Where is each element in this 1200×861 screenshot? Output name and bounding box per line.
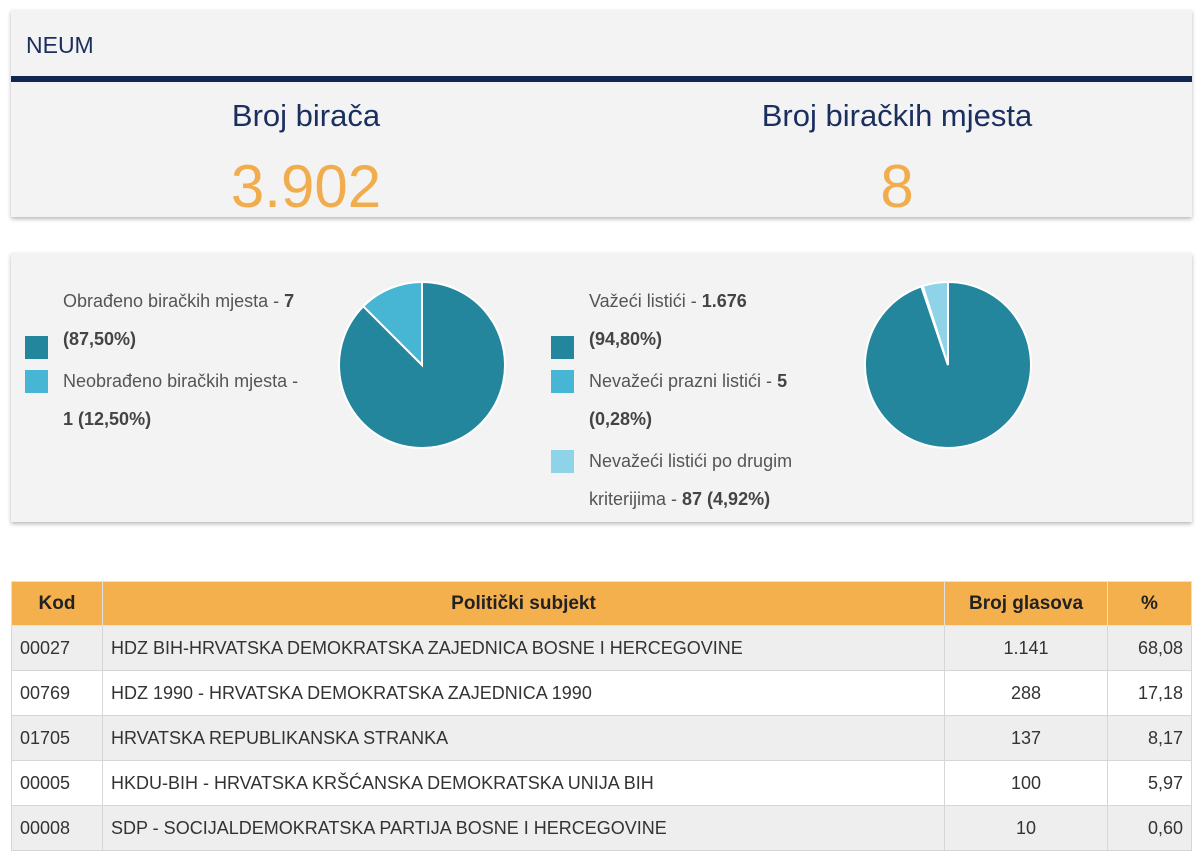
table-row: [12, 806, 1192, 851]
legend-text: Nevažeći prazni listići - 5 (0,28%): [589, 371, 788, 429]
legend-swatch-processed: [25, 336, 48, 359]
vote-percent: 8,17: [1108, 716, 1192, 761]
stations-pie-chart: [337, 280, 507, 450]
party-code: 01705: [12, 716, 103, 761]
ballots-pie-chart: [863, 280, 1033, 450]
vote-percent: 17,18: [1108, 671, 1192, 716]
legend-item-valid[interactable]: [551, 282, 811, 358]
legend-swatch-valid: [551, 336, 574, 359]
party-code: 00008: [12, 806, 103, 851]
charts-panel: [11, 253, 1192, 522]
legend-item-invalid-other[interactable]: [551, 442, 811, 518]
legend-item-unprocessed[interactable]: [25, 362, 315, 438]
header-divider: [11, 76, 1192, 82]
column-header-code[interactable]: Kod: [12, 582, 103, 626]
table-row: [12, 626, 1192, 671]
column-header-party[interactable]: Politički subjekt: [103, 582, 945, 626]
summary-panel: [11, 10, 1192, 220]
vote-count: 288: [945, 671, 1108, 716]
vote-count: 100: [945, 761, 1108, 806]
stations-legend: [25, 282, 315, 442]
vote-count: 10: [945, 806, 1108, 851]
table-row: [12, 761, 1192, 806]
legend-swatch-unprocessed: [25, 370, 48, 393]
legend-text: Važeći listići - 1.676 (94,80%): [589, 291, 747, 349]
legend-swatch-invalid-other: [551, 450, 574, 473]
table-header-row: [12, 582, 1192, 626]
party-name: HDZ BIH-HRVATSKA DEMOKRATSKA ZAJEDNICA BOSNE I HERCEGOVINE: [103, 626, 945, 671]
legend-text: Neobrađeno biračkih mjesta - 1 (12,50%): [63, 371, 299, 429]
vote-count: 137: [945, 716, 1108, 761]
vote-percent: 0,60: [1108, 806, 1192, 851]
polling-stations-label: Broj biračkih mjesta: [761, 98, 1033, 133]
party-name: HKDU-BIH - HRVATSKA KRŠĆANSKA DEMOKRATSKA UNIJA BIH: [103, 761, 945, 806]
results-table: [11, 581, 1192, 851]
legend-text: Obrađeno biračkih mjesta - 7 (87,50%): [63, 291, 295, 349]
party-name: SDP - SOCIJALDEMOKRATSKA PARTIJA BOSNE I HERCEGOVINE: [103, 806, 945, 851]
legend-swatch-invalid-blank: [551, 370, 574, 393]
municipality-title: NEUM: [26, 32, 94, 58]
vote-count: 1.141: [945, 626, 1108, 671]
legend-item-processed[interactable]: [25, 282, 315, 358]
vote-percent: 5,97: [1108, 761, 1192, 806]
party-name: HDZ 1990 - HRVATSKA DEMOKRATSKA ZAJEDNICA 1990: [103, 671, 945, 716]
legend-text: Nevažeći listići po drugim kriterijima - 87 (4,92%): [589, 451, 793, 509]
voters-count: 3.902: [230, 153, 382, 220]
polling-stations-count: 8: [880, 153, 914, 220]
table-row: [12, 716, 1192, 761]
vote-percent: 68,08: [1108, 626, 1192, 671]
ballots-legend: [551, 282, 811, 522]
table-row: [12, 671, 1192, 716]
voters-label: Broj birača: [231, 98, 381, 133]
column-header-percent[interactable]: %: [1108, 582, 1192, 626]
party-code: 00005: [12, 761, 103, 806]
column-header-votes[interactable]: Broj glasova: [945, 582, 1108, 626]
legend-item-invalid-blank[interactable]: [551, 362, 811, 438]
party-code: 00769: [12, 671, 103, 716]
party-code: 00027: [12, 626, 103, 671]
party-name: HRVATSKA REPUBLIKANSKA STRANKA: [103, 716, 945, 761]
